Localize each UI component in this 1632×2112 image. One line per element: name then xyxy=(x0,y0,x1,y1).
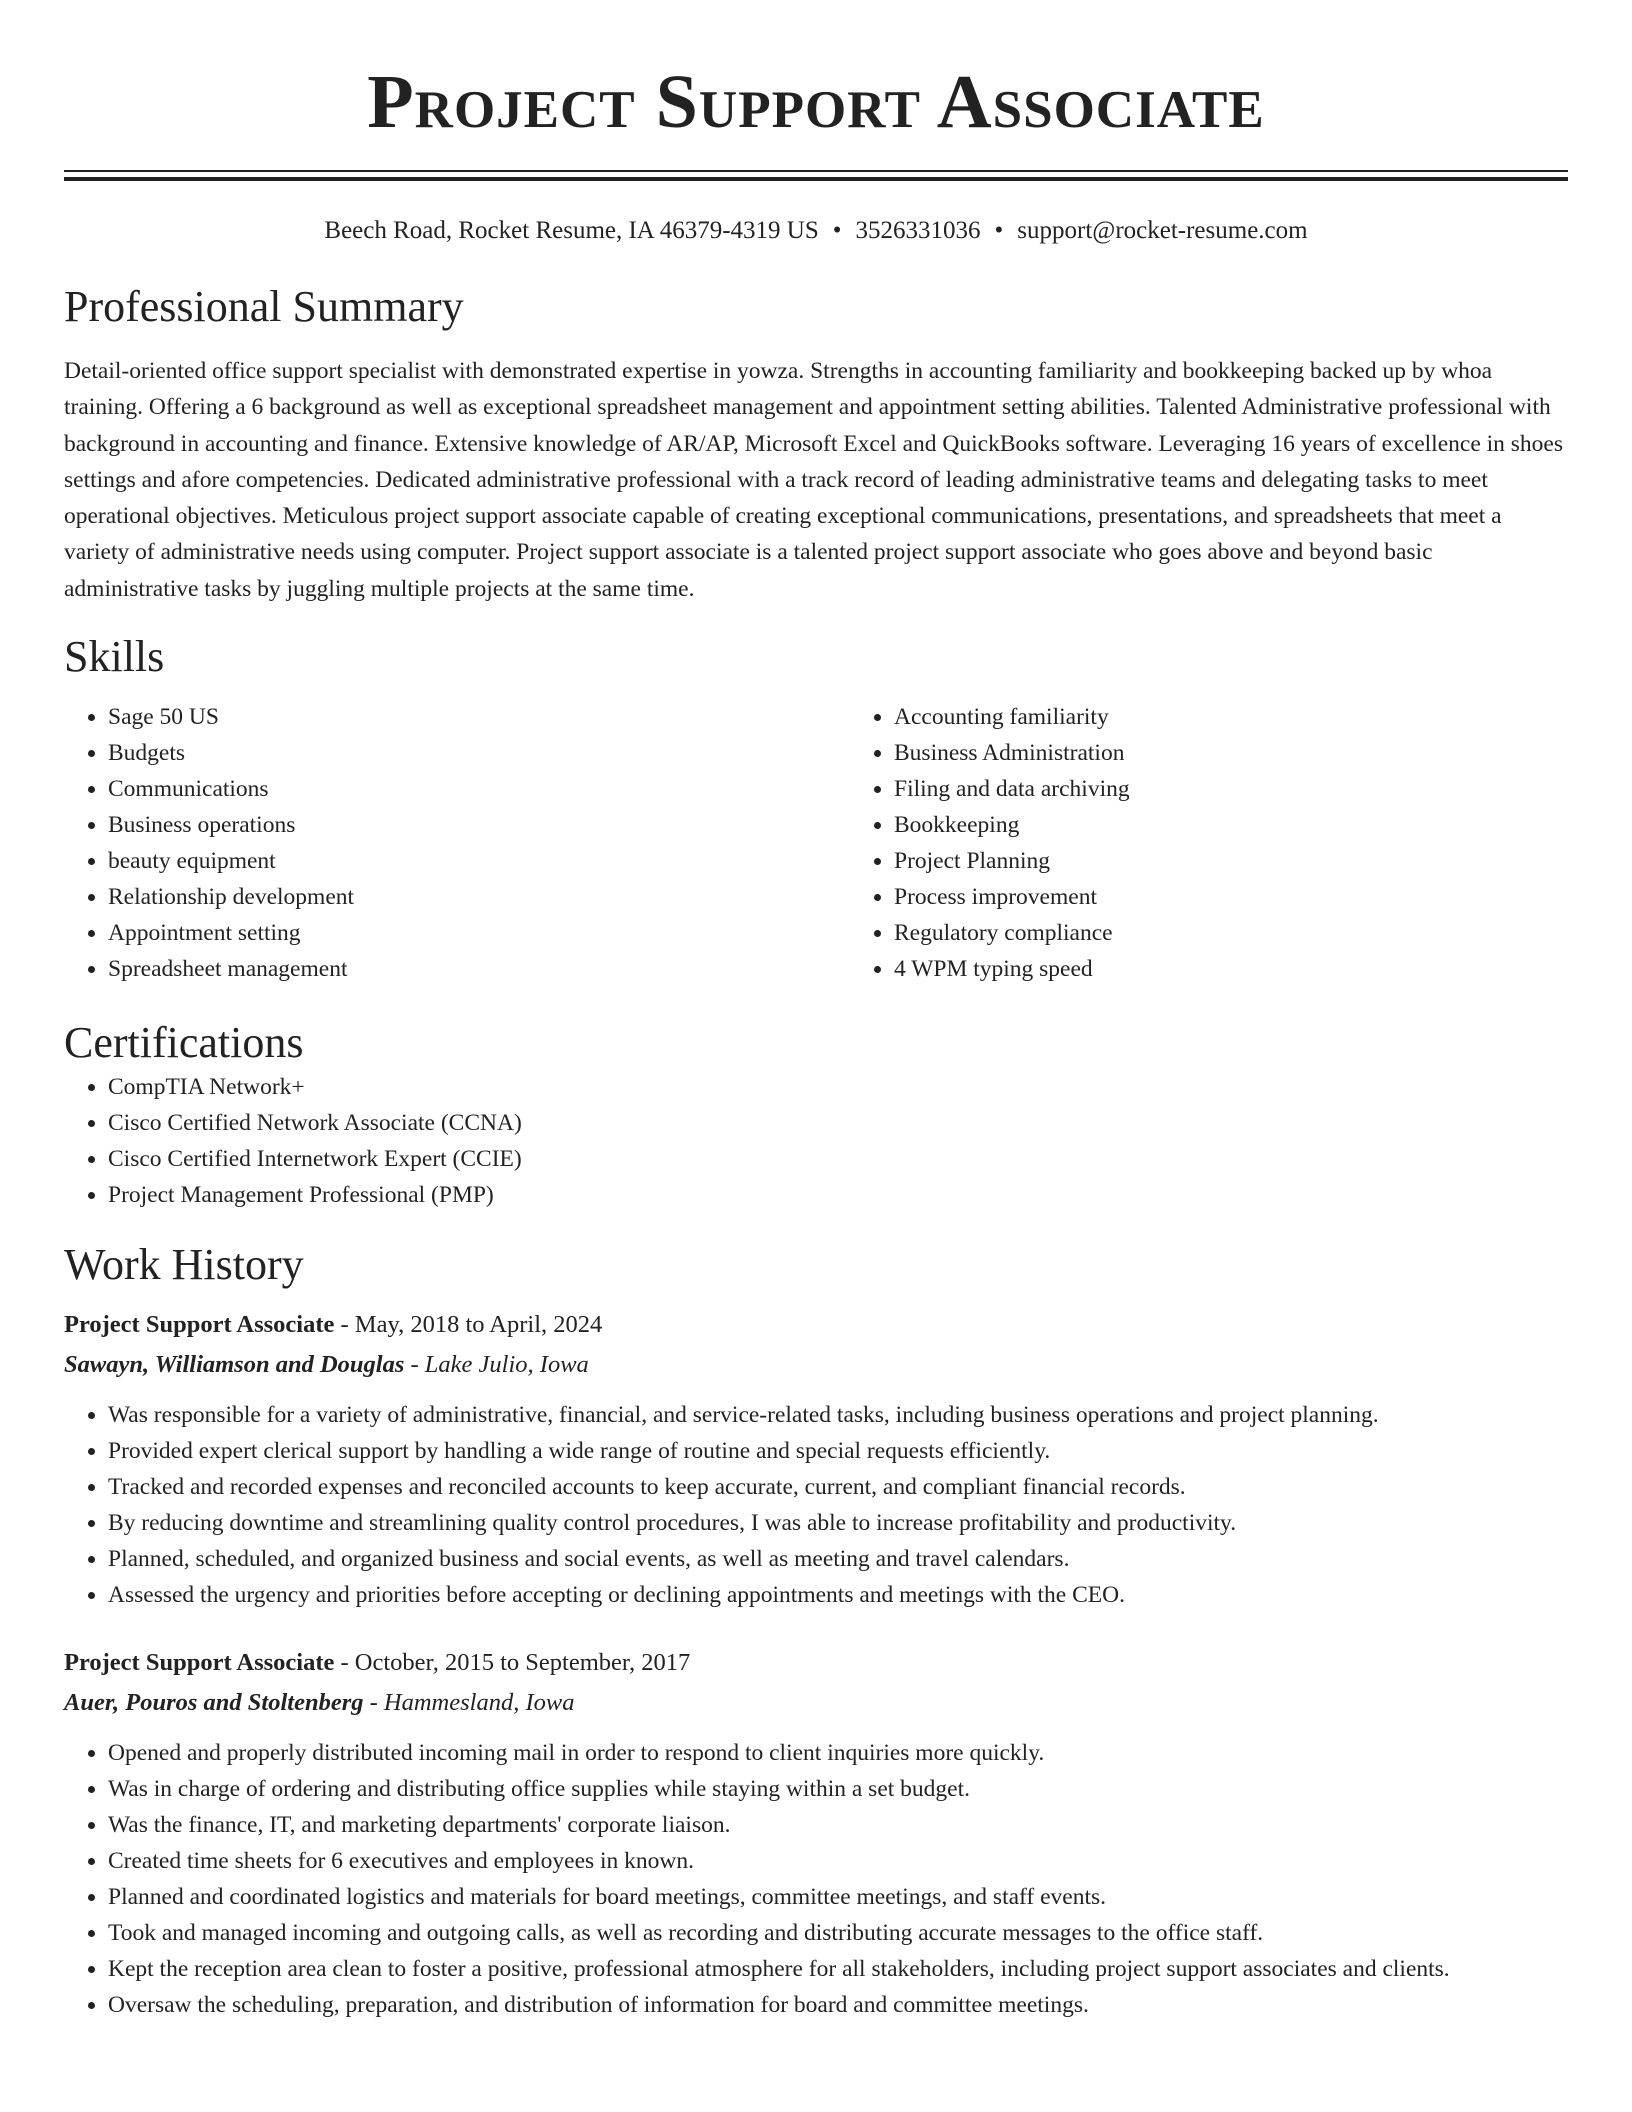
skill-item: • Sage 50 US xyxy=(108,699,850,735)
skills-columns xyxy=(64,699,1568,987)
job-bullet: • Kept the reception area clean to foster a positive, professional atmosphere for all stakeholders, including project support associates and clients. xyxy=(108,1951,1568,1987)
resume-name: Project Support Associate xyxy=(367,60,1265,144)
skill-item: • beauty equipment xyxy=(108,843,850,879)
job-bullet: • Created time sheets for 6 executives and employees in known. xyxy=(108,1843,1568,1879)
skills-list-right xyxy=(850,699,1568,987)
job-bullet: • Was the finance, IT, and marketing departments' corporate liaison. xyxy=(108,1807,1568,1843)
contact-line xyxy=(64,215,1568,247)
job-title: Project Support Associate xyxy=(64,1311,335,1339)
job-bullet: • Planned, scheduled, and organized business and social events, as well as meeting and travel calendars. xyxy=(108,1541,1568,1577)
certification-item: • Cisco Certified Network Associate (CCNA) xyxy=(108,1105,1568,1141)
job-dates: - October, 2015 to September, 2017 xyxy=(334,1649,691,1677)
summary-heading: Professional Summary xyxy=(64,282,464,331)
skill-item: • Bookkeeping xyxy=(894,807,1568,843)
job-entry xyxy=(64,1305,1568,1613)
contact-address: Beech Road, Rocket Resume, IA 46379-4319 US xyxy=(324,217,819,244)
skill-item: • Budgets xyxy=(108,735,850,771)
header-divider xyxy=(64,170,1568,181)
skill-item: • Regulatory compliance xyxy=(894,915,1568,951)
job-bullet: • Provided expert clerical support by handling a wide range of routine and special requests efficiently. xyxy=(108,1433,1568,1469)
job-title: Project Support Associate xyxy=(64,1649,335,1677)
skill-item: • Appointment setting xyxy=(108,915,850,951)
contact-separator: • xyxy=(832,217,842,244)
skill-item: • Business operations xyxy=(108,807,850,843)
job-bullet: • Took and managed incoming and outgoing calls, as well as recording and distributing accurate messages to the office staff. xyxy=(108,1915,1568,1951)
job-location: - Lake Julio, Iowa xyxy=(404,1351,589,1379)
job-location: - Hammesland, Iowa xyxy=(363,1689,575,1717)
certification-item: • Project Management Professional (PMP) xyxy=(108,1177,1568,1213)
job-title-line xyxy=(64,1305,1568,1345)
skill-item: • 4 WPM typing speed xyxy=(894,951,1568,987)
job-title-line xyxy=(64,1643,1568,1683)
skills-heading: Skills xyxy=(64,632,165,682)
skill-item: • Business Administration xyxy=(894,735,1568,771)
skill-item: • Filing and data archiving xyxy=(894,771,1568,807)
certification-item: • Cisco Certified Internetwork Expert (CCIE) xyxy=(108,1141,1568,1177)
job-bullet: • Planned and coordinated logistics and materials for board meetings, committee meetings, and staff events. xyxy=(108,1879,1568,1915)
contact-phone: 3526331036 xyxy=(855,217,981,244)
skill-item: • Relationship development xyxy=(108,879,850,915)
job-bullet: • Was in charge of ordering and distributing office supplies while staying within a set budget. xyxy=(108,1771,1568,1807)
contact-separator: • xyxy=(994,217,1004,244)
certifications-list xyxy=(64,1069,1568,1213)
job-bullet: • Oversaw the scheduling, preparation, and distribution of information for board and committee meetings. xyxy=(108,1987,1568,2023)
certifications-heading: Certifications xyxy=(64,1018,304,1068)
work-history-heading: Work History xyxy=(64,1240,304,1290)
job-bullet: • Tracked and recorded expenses and reconciled accounts to keep accurate, current, and compliant financial records. xyxy=(108,1469,1568,1505)
header-rule-thin xyxy=(64,170,1568,172)
contact-email: support@rocket-resume.com xyxy=(1017,217,1308,244)
skill-item: • Project Planning xyxy=(894,843,1568,879)
skills-list-left xyxy=(64,699,850,987)
job-bullet: • By reducing downtime and streamlining quality control procedures, I was able to increase profitability and productivity. xyxy=(108,1505,1568,1541)
job-dates: - May, 2018 to April, 2024 xyxy=(334,1311,603,1339)
skill-item: • Process improvement xyxy=(894,879,1568,915)
job-company: Sawayn, Williamson and Douglas xyxy=(64,1351,405,1379)
skill-item: • Communications xyxy=(108,771,850,807)
job-company: Auer, Pouros and Stoltenberg xyxy=(64,1689,364,1717)
job-company-line xyxy=(64,1345,1568,1385)
skill-item: • Spreadsheet management xyxy=(108,951,850,987)
job-bullets xyxy=(64,1735,1568,2023)
job-bullet: • Opened and properly distributed incoming mail in order to respond to client inquiries more quickly. xyxy=(108,1735,1568,1771)
certification-item: • CompTIA Network+ xyxy=(108,1069,1568,1105)
skill-item: • Accounting familiarity xyxy=(894,699,1568,735)
job-company-line xyxy=(64,1683,1568,1723)
job-bullet: • Assessed the urgency and priorities before accepting or declining appointments and meetings with the CEO. xyxy=(108,1577,1568,1613)
job-entry xyxy=(64,1643,1568,2023)
job-bullet: • Was responsible for a variety of administrative, financial, and service-related tasks, including business operations and project planning. xyxy=(108,1397,1568,1433)
job-bullets xyxy=(64,1397,1568,1613)
header-rule-thick xyxy=(64,177,1568,181)
summary-text: Detail-oriented office support specialist with demonstrated expertise in yowza. Strengths in accounting familiarity and bookkeeping backed up by whoa training. Offering a 6 background as well as exceptional spreadsheet management and appointment setting abilities. Talented Administrative professional with background in accounting and finance. Extensive knowledge of AR/AP, Microsoft Excel and QuickBooks software. Leveraging 16 years of excellence in shoes settings and afore competencies. Dedicated administrative professional with a track record of leading administrative teams and delegating tasks to meet operational objectives. Meticulous project support associate capable of creating exceptional communications, presentations, and spreadsheets that meet a variety of administrative needs using computer. Project support associate is a talented project support associate who goes above and beyond basic administrative tasks by juggling multiple projects at the same time. xyxy=(64,358,1563,602)
